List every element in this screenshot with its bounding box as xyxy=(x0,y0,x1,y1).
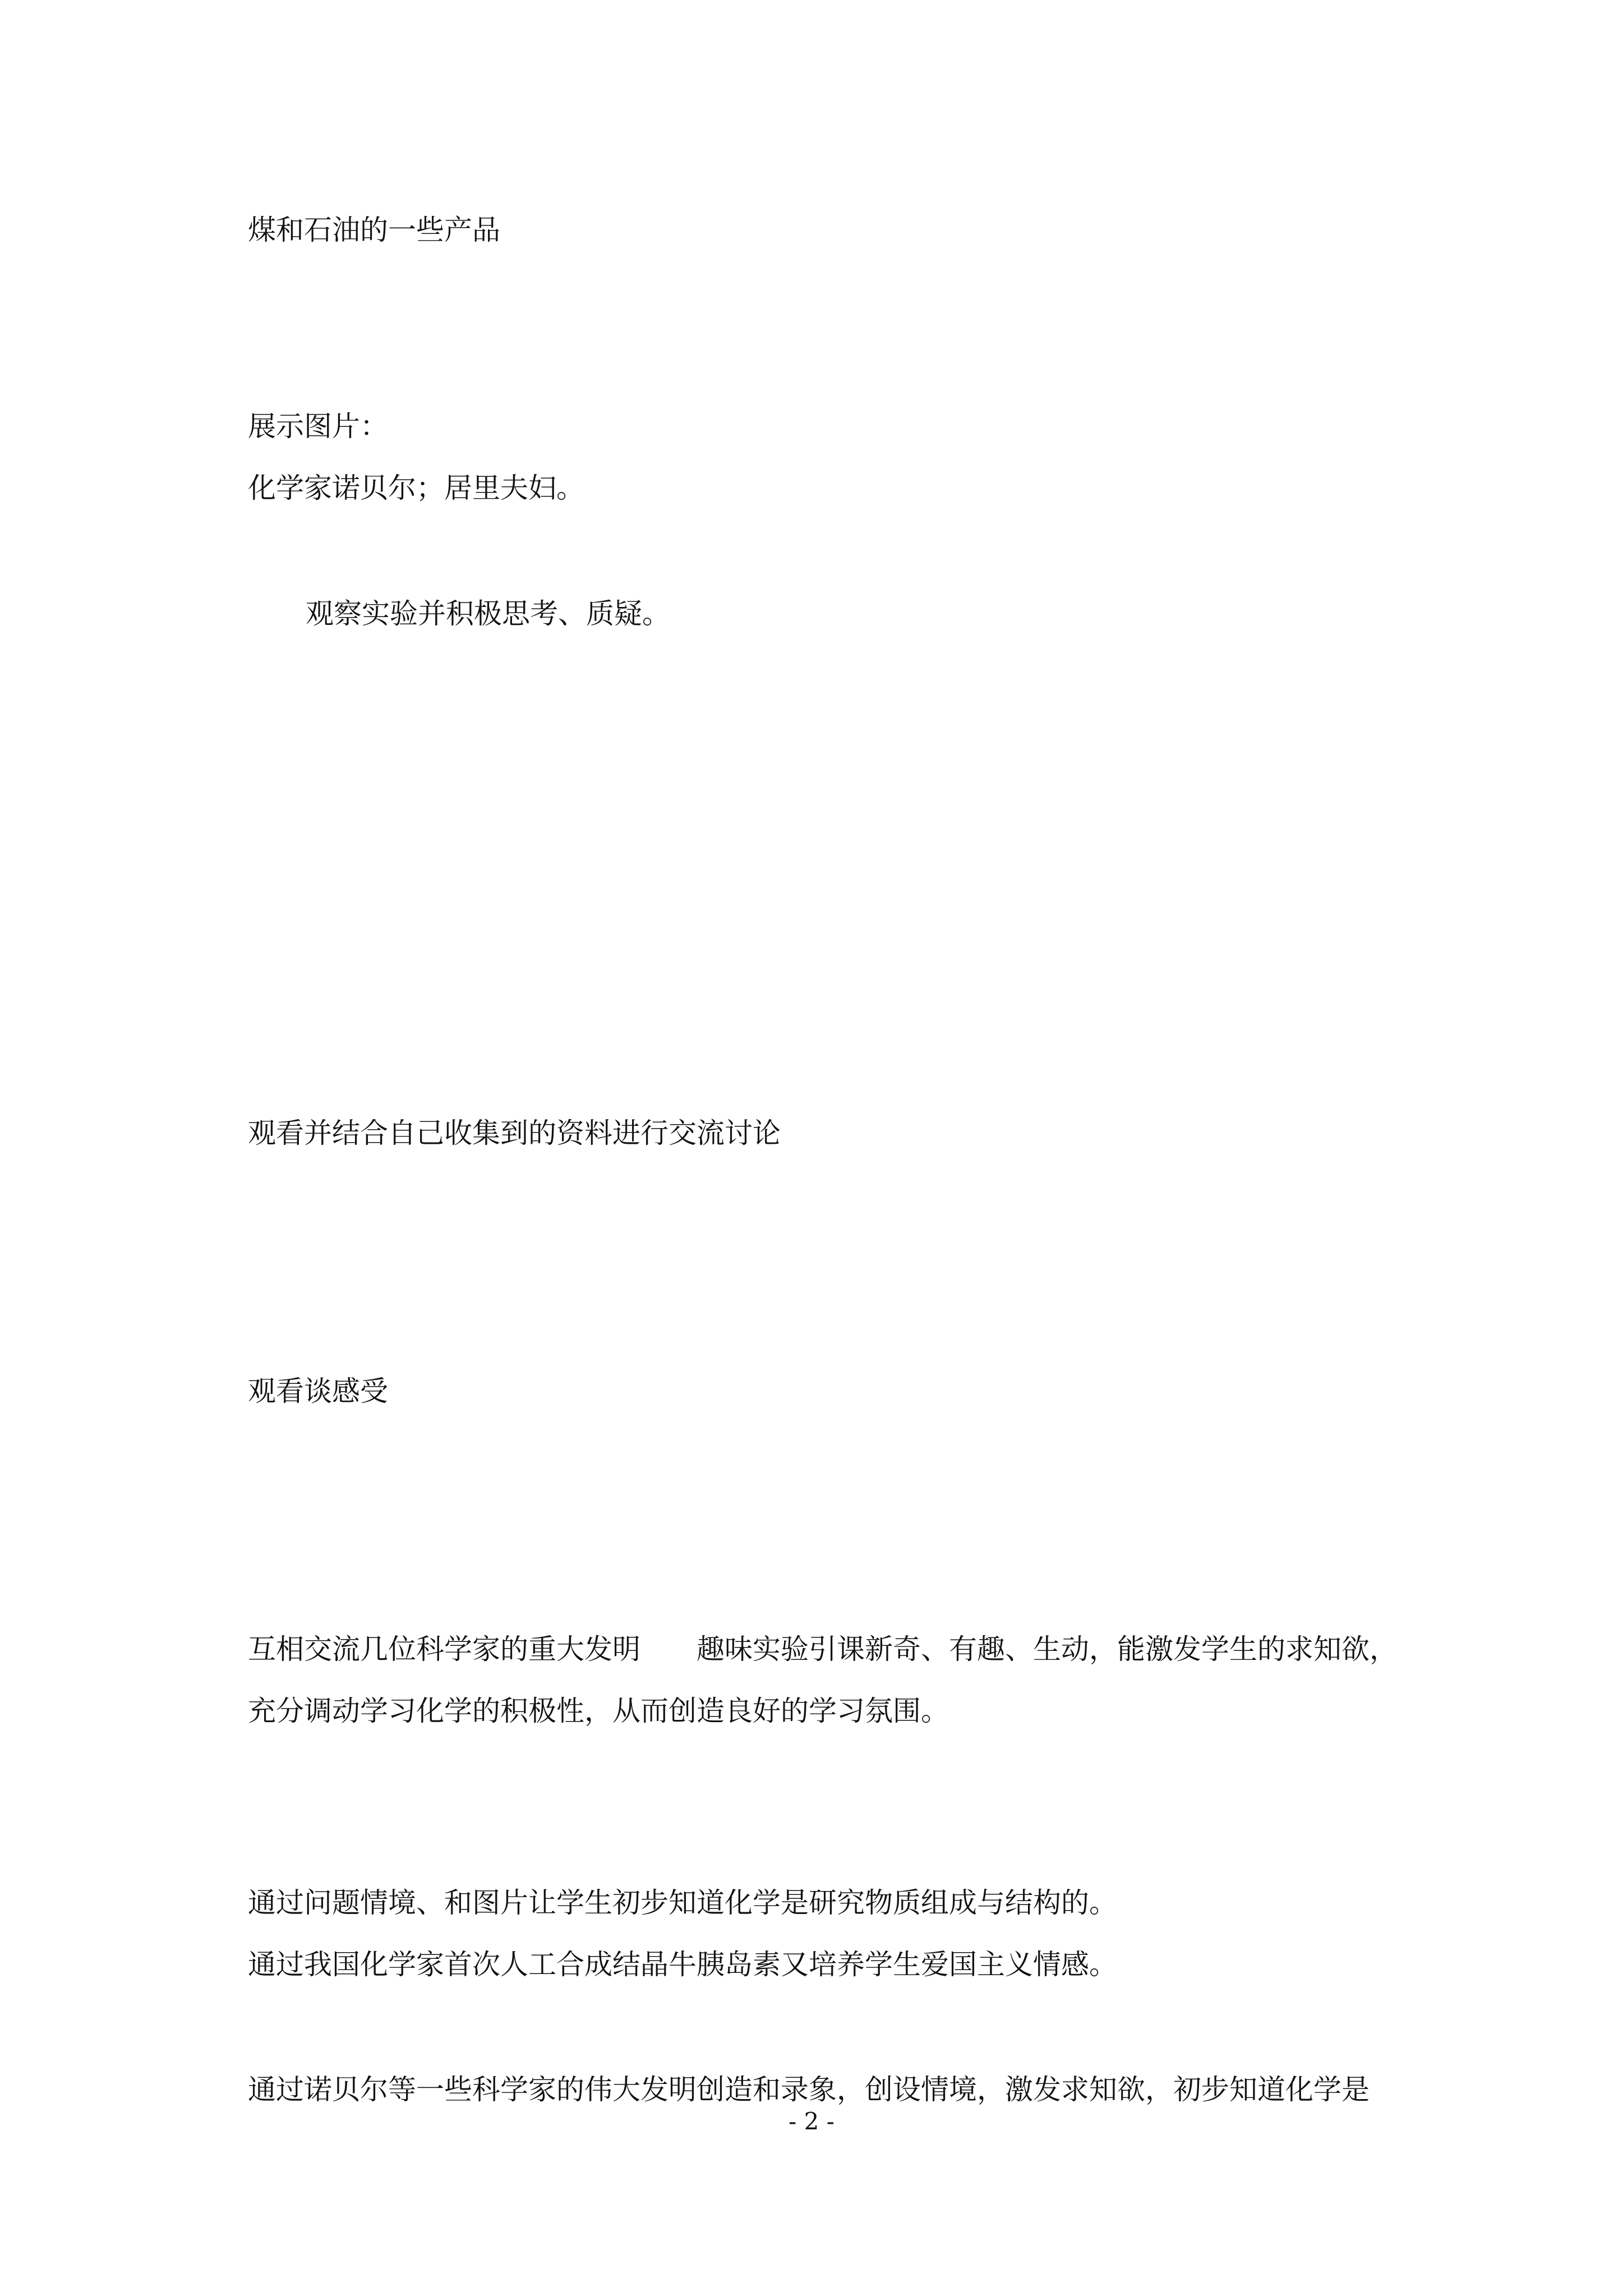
text-line-feelings: 观看谈感受 xyxy=(248,1375,388,1407)
text-line-inventions-intro: 互相交流几位科学家的重大发明 趣味实验引课新奇、有趣、生动，能激发学生的求知欲， xyxy=(248,1633,1398,1665)
text-line-problem-situation: 通过问题情境、和图片让学生初步知道化学是研究物质组成与结构的。 xyxy=(248,1887,1117,1919)
text-line-observe-experiment: 观察实验并积极思考、质疑。 xyxy=(306,597,670,630)
text-line-nobel-scientists: 通过诺贝尔等一些科学家的伟大发明创造和录象，创设情境，激发求知欲，初步知道化学是 xyxy=(248,2073,1370,2106)
text-line-insulin-patriotism: 通过我国化学家首次人工合成结晶牛胰岛素又培养学生爱国主义情感。 xyxy=(248,1948,1117,1981)
text-line-atmosphere: 充分调动学习化学的积极性，从而创造良好的学习氛围。 xyxy=(248,1695,949,1727)
page-number: - 2 - xyxy=(789,2108,834,2135)
text-line-coal-oil-products: 煤和石油的一些产品 xyxy=(248,214,500,246)
text-line-show-pictures: 展示图片： xyxy=(248,410,388,443)
text-line-chemists: 化学家诺贝尔；居里夫妇。 xyxy=(248,472,584,504)
text-line-discussion: 观看并结合自己收集到的资料进行交流讨论 xyxy=(248,1117,781,1149)
